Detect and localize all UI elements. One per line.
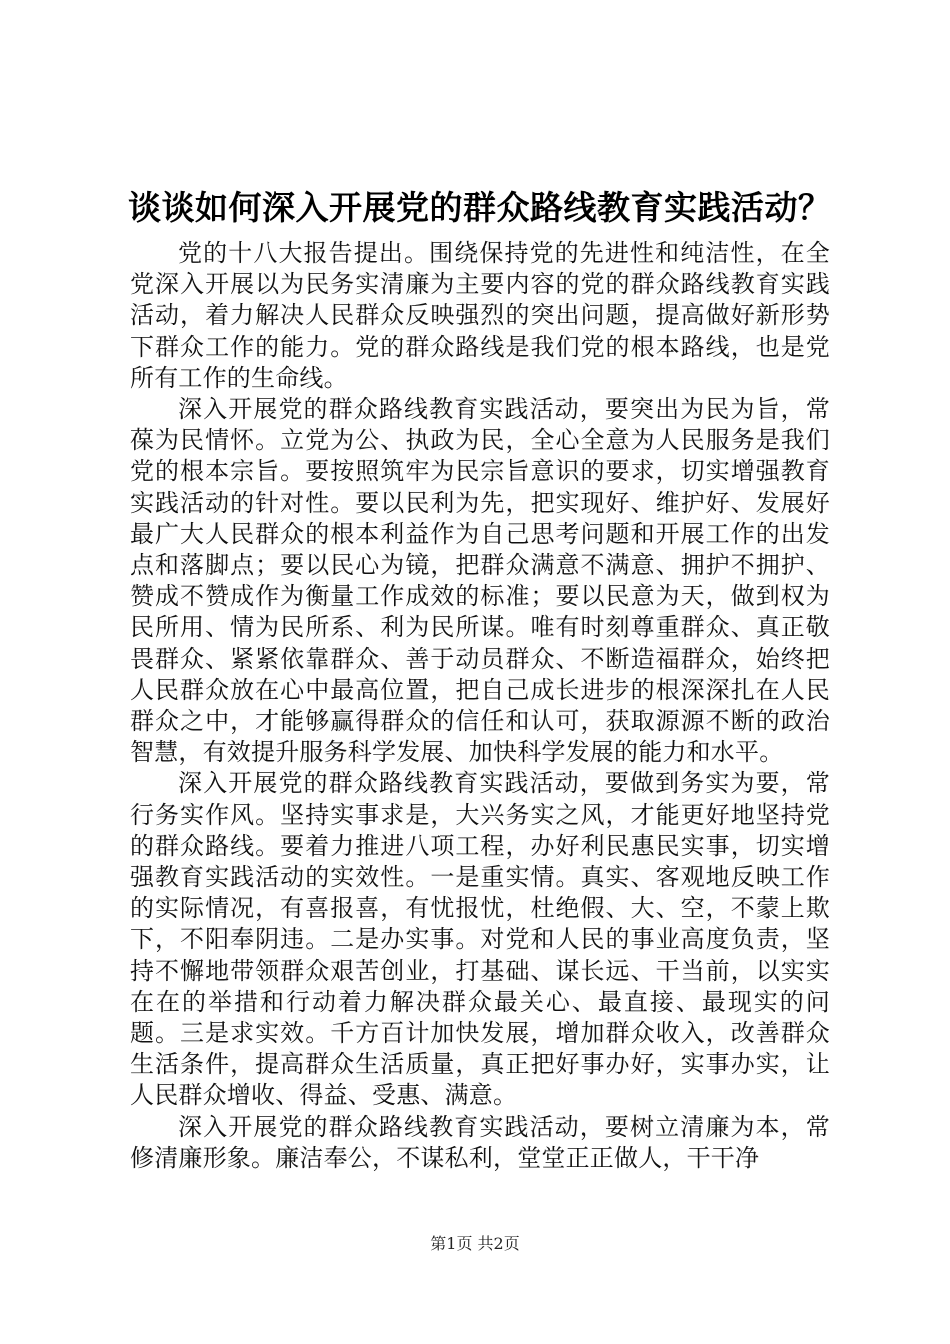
paragraph-4: 深入开展党的群众路线教育实践活动，要树立清廉为本，常修清廉形象。廉洁奉公，不谋私利，堂堂正正做人，干干净 [130, 1112, 830, 1172]
page-number-footer: 第1页 共2页 [430, 1234, 520, 1253]
paragraph-3: 深入开展党的群众路线教育实践活动，要做到务实为要，常行务实作风。坚持实事求是，大兴务实之风，才能更好地坚持党的群众路线。要着力推进八项工程，办好利民惠民实事，切实增强教育实践活动的实效性。一是重实情。真实、客观地反映工作的实际情况，有喜报喜，有忧报忧，杜绝假、大、空，不蒙上欺下，不阳奉阴违。二是办实事。对党和人民的事业高度负责，坚持不懈地带领群众艰苦创业，打基础、谋长远、干当前，以实实在在的举措和行动着力解决群众最关心、最直接、最现实的问题。三是求实效。千方百计加快发展，增加群众收入，改善群众生活条件，提高群众生活质量，真正把好事办好，实事办实，让人民群众增收、得益、受惠、满意。 [130, 769, 830, 1110]
paragraph-1: 党的十八大报告提出。围绕保持党的先进性和纯洁性，在全党深入开展以为民务实清廉为主要内容的党的群众路线教育实践活动，着力解决人民群众反映强烈的突出问题，提高做好新形势下群众工作的能力。党的群众路线是我们党的根本路线，也是党所有工作的生命线。 [130, 239, 830, 392]
paragraph-2: 深入开展党的群众路线教育实践活动，要突出为民为旨，常葆为民情怀。立党为公、执政为民，全心全意为人民服务是我们党的根本宗旨。要按照筑牢为民宗旨意识的要求，切实增强教育实践活动的针对性。要以民利为先，把实现好、维护好、发展好最广大人民群众的根本利益作为自己思考问题和开展工作的出发点和落脚点；要以民心为镜，把群众满意不满意、拥护不拥护、赞成不赞成作为衡量工作成效的标准；要以民意为天，做到权为民所用、情为民所系、利为民所谋。唯有时刻尊重群众、真正敬畏群众、紧紧依靠群众、善于动员群众、不断造福群众，始终把人民群众放在心中最高位置，把自己成长进步的根深深扎在人民群众之中，才能够赢得群众的信任和认可，获取源源不断的政治智慧，有效提升服务科学发展、加快科学发展的能力和水平。 [130, 395, 830, 767]
document-title: 谈谈如何深入开展党的群众路线教育实践活动？ [128, 188, 832, 227]
document-body [130, 238, 830, 1174]
